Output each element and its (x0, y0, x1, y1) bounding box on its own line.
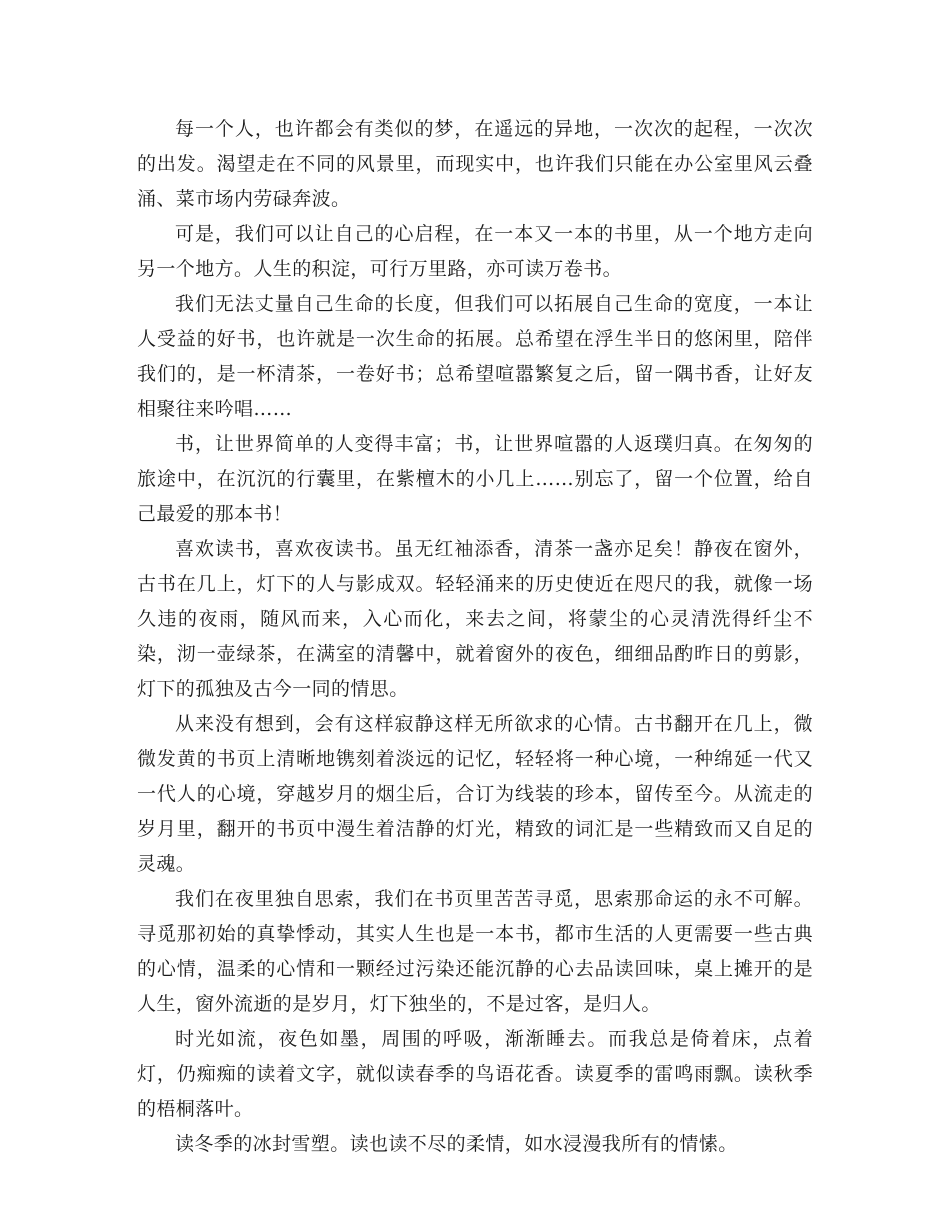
paragraph: 读冬季的冰封雪塑。读也读不尽的柔情，如水浸漫我所有的情愫。 (175, 1133, 738, 1155)
paragraph: 时光如流，夜色如墨，周围的呼吸，渐渐睡去。而我总是倚着床，点着灯，仍痴痴的读着文字，就似读春季的鸟语花香。读夏季的雷鸣雨飘。读秋季的梧桐落叶。 (137, 1028, 813, 1120)
paragraph: 我们在夜里独自思索，我们在书页里苦苦寻觅，思索那命运的永不可解。寻觅那初始的真挚悸动，其实人生也是一本书，都市生活的人更需要一些古典的心情，温柔的心情和一颗经过污染还能沉静的心去品读回味，桌上摊开的是人生，窗外流逝的是岁月，灯下独坐的，不是过客，是归人。 (137, 888, 813, 1015)
paragraph: 从来没有想到，会有这样寂静这样无所欲求的心情。古书翻开在几上，微微发黄的书页上清晰地镌刻着淡远的记忆，轻轻将一种心境，一种绵延一代又一代人的心境，穿越岁月的烟尘后，合订为线装的珍本，留传至今。从流走的岁月里，翻开的书页中漫生着洁静的灯光，精致的词汇是一些精致而又自足的灵魂。 (137, 713, 813, 875)
paragraph: 喜欢读书，喜欢夜读书。虽无红袖添香，清茶一盏亦足矣！静夜在窗外，古书在几上，灯下的人与影成双。轻轻涌来的历史使近在咫尺的我，就像一场久违的夜雨，随风而来，入心而化，来去之间，将蒙尘的心灵清洗得纤尘不染，沏一壶绿茶，在满室的清馨中，就着窗外的夜色，细细品酌昨日的剪影，灯下的孤独及古今一同的情思。 (137, 538, 813, 700)
paragraph: 可是，我们可以让自己的心启程，在一本又一本的书里，从一个地方走向另一个地方。人生的积淀，可行万里路，亦可读万卷书。 (137, 223, 813, 280)
paragraph: 每一个人，也许都会有类似的梦，在遥远的异地，一次次的起程，一次次的出发。渴望走在不同的风景里，而现实中，也许我们只能在办公室里风云叠涌、菜市场内劳碌奔波。 (137, 118, 813, 210)
paragraph: 书，让世界简单的人变得丰富；书，让世界喧嚣的人返璞归真。在匆匆的旅途中，在沉沉的行囊里，在紫檀木的小几上……别忘了，留一个位置，给自己最爱的那本书！ (137, 433, 813, 525)
document-body (137, 112, 813, 1162)
paragraph: 我们无法丈量自己生命的长度，但我们可以拓展自己生命的宽度，一本让人受益的好书，也许就是一次生命的拓展。总希望在浮生半日的悠闲里，陪伴我们的，是一杯清茶，一卷好书；总希望喧嚣繁复之后，留一隅书香，让好友相聚往来吟唱…… (137, 293, 813, 420)
